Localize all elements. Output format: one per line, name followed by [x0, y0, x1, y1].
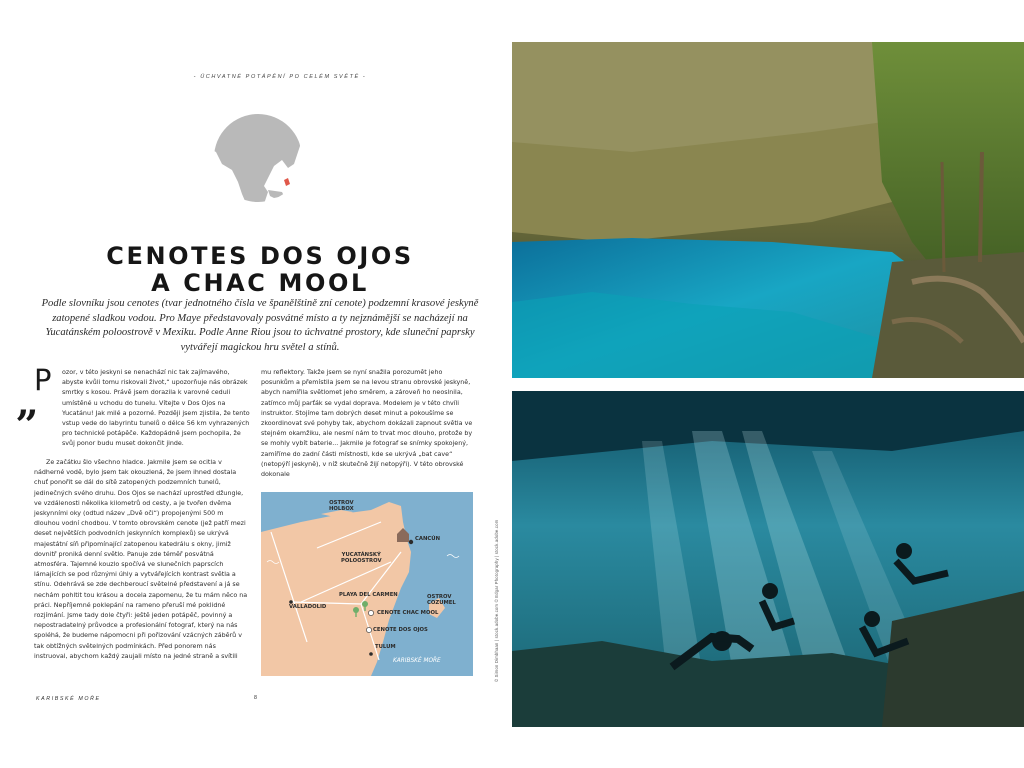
cenote-surface-image: [512, 42, 1024, 378]
underwater-divers-image: [512, 391, 1024, 727]
opening-quote-mark: „: [16, 379, 40, 426]
title-line-2: A CHAC MOOL: [151, 269, 369, 297]
map-label-chac-mool: CENOTE CHAC MOOL: [377, 610, 439, 616]
globe-locator-map: [212, 108, 304, 208]
drop-cap: P: [34, 363, 52, 397]
running-footer: KARIBSKÉ MOŘE: [36, 696, 101, 702]
body-column-left: [34, 458, 250, 662]
map-label-yucatan: YUCATÁNSKÝ POLOOSTROV: [341, 552, 382, 564]
body-paragraph-3: mu reflektory. Takže jsem se nyní snažila porozumět jeho posunkům a přemístila jsem se na levou stranu obrovské jeskyně, abych namířila světlomet jeho směrem, a zároveň ho neoslnila, zatímco můj parťák se vydal doprava. Modelem je v této chvíli instruktor. Stojíme tam dobrých deset minut a pokoušíme se zkoordinovat své pohyby tak, abychom dokázali zapnout světla ve stejném okamžiku, ale nesmí nám to trvat moc dlouho, protože by se mohly vybít baterie... Jakmile je fotograf se snímky spokojený, zamíříme do zadní části místnosti, kde se ukrývá „bat cave“ (netopýří jeskyně), v níž skutečně žijí netopýři). V této obrovské dokonale: [261, 369, 473, 479]
map-label-tulum: TULUM: [375, 644, 396, 650]
right-page: [512, 0, 1024, 768]
section-kicker: - ÚCHVATNÉ POTÁPĚNÍ PO CELÉM SVĚTĚ -: [193, 74, 367, 80]
photo-credit: © Simon Dimbhaan | stock.adobe.com © Edgar Photography | stock.adobe.com: [494, 519, 499, 682]
map-label-cozumel: OSTROV COZUMEL: [427, 594, 456, 606]
article-title: [60, 243, 460, 297]
title-line-1: CENOTES DOS OJOS: [106, 242, 414, 270]
photo-underwater-divers: [512, 391, 1024, 727]
body-column-right: [261, 368, 473, 480]
map-label-dos-ojos: CENOTE DOS OJOS: [373, 627, 428, 633]
lead-paragraph: Podle slovníku jsou cenotes (tvar jednotného čísla ve španělštině zní cenote) podzemní krasové jeskyně zatopené sladkou vodou. Pro Maye představovaly posvátné místo a ty nejznámější se nacházejí na Yucatánském poloostrově v Mexiku. Podle Anne Riou jsou to úchvatné prostory, kde sluneční paprsky vytvářejí magickou hru světel a stínů.: [41, 298, 479, 353]
body-paragraph-2: Ze začátku šlo všechno hladce. Jakmile jsem se ocitla v nádherné vodě, bylo jsem tak okouzlená, že jsem ihned dostala chuť ponořit se dál do sítě zatopených podzemních tunelů, jedinečných svého druhu. Dos Ojos se nachází uprostřed džungle, ve vzdálenosti několika kilometrů od cesty, a je tvořen dvěma jeskynními oky (odtud název „Dvě oči“) propojenými 500 m dlouhou vodní chodbou. V tomto obrovském cenote (jež patří mezi deset největších podvodních jeskynních komplexů) se ukrývá majestátní síň připomínající zatopenou katedrálu s okny, jimiž dovnitř proniká denní světlo. Panuje zde téměř posvátná atmosféra. Tajemné kouzlo spočívá ve slunečních paprscích lámajících se pod různými úhly a vytvářejících kontrast světla a stínu. Odehrává se zde dechberoucí světelné představení a já se nechám pohltit tou krásou a docela zapomenu, že tu mám něco na práci. Nepříjemné poklepání na rameno přeruší mé poklidné rozjímání. Jsme tady dole čtyři: ještě jeden potápěč, povinný a nepostradatelný průvodce a profesionální fotograf, který na nás spoléhá, že budeme nápomocni při pořizování vzácných záběrů v tak obtížných světelných podmínkách. Před ponorem nás instruoval, abychom každý zaujali místo na jedné straně a svítili: [34, 459, 248, 660]
map-label-holbox: OSTROV HOLBOX: [329, 500, 354, 512]
map-label-cancun: CANCÚN: [415, 536, 441, 542]
map-label-playa-del-carmen: PLAYA DEL CARMEN: [339, 592, 398, 598]
page-number: 8: [254, 695, 257, 701]
body-paragraph-1: ozor, v této jeskyni se nenachází nic tak zajímavého, abyste kvůli tomu riskovali život,“ upozorňuje nás obrázek smrtky s kosou. Právě jsem dorazila k varovné ceduli umístěné u vchodu do tunelu. Vítejte v Dos Ojos na Yucatánu! Jak milé a pozorné. Později jsem zjistila, že tento vstup vede do labyrintu tunelů o délce 56 km vyhrazených pro technické potápěče. Každopádně jsem pochopila, že svůj ponor budu muset dokončit jinde.: [62, 369, 250, 448]
map-label-valladolid: VALLADOLID: [289, 604, 327, 610]
body-column-left-top: [62, 368, 250, 450]
map-label-caribbean: KARIBSKÉ MOŘE: [393, 658, 441, 664]
globe-icon: [212, 108, 304, 208]
map-graphic: [261, 492, 473, 676]
photo-cenote-surface: [512, 42, 1024, 378]
yucatan-map: [261, 492, 473, 676]
